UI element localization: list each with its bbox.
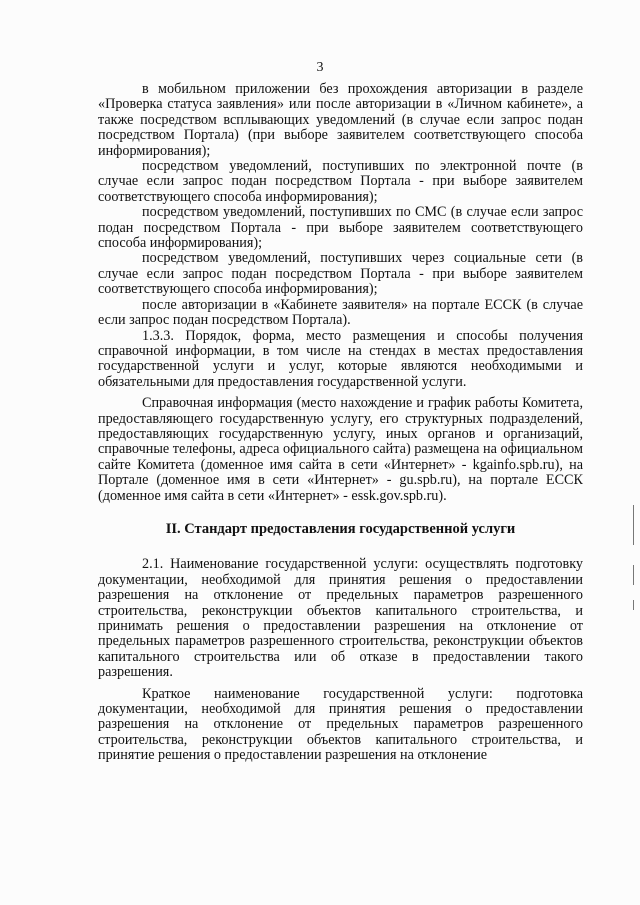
paragraph-sms: посредством уведомлений, поступивших по СМС (в случае если запрос подан посредством Портала - при выборе заявителем соответствующего способа информирования); [98, 204, 583, 252]
paragraph-essk-cabinet: после авторизации в «Кабинете заявителя» на портале ЕССК (в случае если запрос подан посредством Портала). [98, 296, 583, 329]
scan-edge-mark [633, 505, 634, 545]
paragraph-2-1: 2.1. Наименование государственной услуги: осуществлять подготовку документации, необходимой для принятия решения о предоставлении разрешения на отклонение от предельных параметров разрешенного строительства, реконструкции объектов капитального строительства, и принимать решения о предоставлении разрешения на отклонение от предельных параметров разрешенного строительства, реконструкции объектов капитального строительства или об отказе в предоставлении такого разрешения. [98, 556, 583, 681]
page-number: 3 [316, 60, 324, 75]
paragraph-email: посредством уведомлений, поступивших по электронной почте (в случае если запрос подан посредством Портала - при выборе заявителем соответствующего способа информирования); [98, 158, 583, 205]
scan-edge-mark [633, 565, 634, 585]
paragraph-1-3-3: 1.3.3. Порядок, форма, место размещения и способы получения справочной информации, в том числе на стендах в местах предоставления государственной услуги и услуг, которые являются необходимыми и обязательными для предоставления государственной услуги. [98, 327, 583, 390]
paragraph-social: посредством уведомлений, поступивших через социальные сети (в случае если запрос подан посредством Портала - при выборе заявителем соответствующего способа информирования); [98, 250, 583, 298]
paragraph-short-name: Краткое наименование государственной услуги: подготовка документации, необходимой для принятия решения о предоставлении разрешения на отклонение от предельных параметров разрешенного строительства, реконструкции объектов капитального строительства, и принятие решения о предоставлении разрешения на отклонение [98, 685, 583, 764]
scan-edge-mark [633, 600, 634, 610]
paragraph-reference-info: Справочная информация (место нахождение и график работы Комитета, предоставляющего государственную услугу, его структурных подразделений, предоставляющих государственную услугу, иных органов и организаций, справочные телефоны, адреса официального сайта) размещена на официальном сайте Комитета (доменное имя сайта в сети «Интернет» - kgainfo.spb.ru), на Портале (доменное имя в сети «Интернет» - gu.spb.ru), на портале ЕССК (доменное имя сайта в сети «Интернет» - essk.gov.spb.ru). [98, 395, 583, 504]
document-body [98, 82, 583, 764]
section-heading: II. Стандарт предоставления государственной услуги [165, 520, 516, 537]
paragraph-mobile-app: в мобильном приложении без прохождения авторизации в разделе «Проверка статуса заявления» или после авторизации в «Личном кабинете», а также посредством всплывающих уведомлений (в случае если запрос подан посредством Портала) (при выборе заявителем соответствующего способа информирования); [98, 81, 583, 159]
